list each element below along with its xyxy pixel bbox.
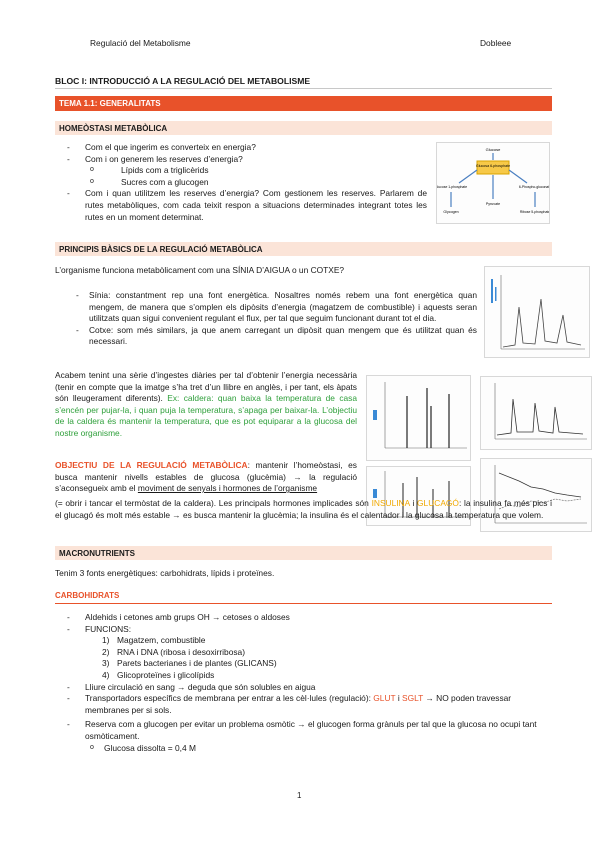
principis-list [68,290,477,348]
section-homeostasi [55,121,552,135]
transporter-sglt: SGLT [402,693,424,704]
macronutrients-text: Tenim 3 fonts energètiques: carbohidrats, lípids i proteïnes. [55,568,275,578]
paragraph-1-example: Ex: caldera: quan baixa la temperatura de casa s’encén per pujar-la, i quan puja la temperatura, s’apaga per baixar-la. L’objectiu de la caldera és mantenir la temperatura, que es pot equiparar a la glucosa del nostre organisme. [55,393,358,438]
section-carbohidrats-title: CARBOHIDRATS [55,591,120,600]
list-numbered-item [59,670,552,682]
bottom-left-node-label: Glycogen [443,210,459,214]
principis-intro: L’organisme funciona metabòlicament com una SÍNIA D’AIGUA o un COTXE? [55,265,345,275]
objectiu-and: i [412,498,415,508]
objectiu-text-a: : mantenir l’homeòstasi, es busca mantenir nivells estables de glucosa (glucèmia) → la regulació s’aconsegueix amb el [55,460,357,494]
metabolism-diagram-svg [437,143,549,223]
list-subitem [59,743,552,755]
number-label: 3) [102,658,110,669]
transport-text-a: Transportadors específics de membrana per entrar a les cèl·lules (regulació): [85,693,371,704]
section-homeostasi-title: HOMEÒSTASI METABÒLICA [59,124,168,133]
list-item: - Com i on generem les reserves d’energia? [59,154,427,166]
objectiu-label: OBJECTIU DE LA REGULACIÓ METABÒLICA [55,460,248,470]
header-author: Dobleee [480,38,512,48]
objectiu-paragraph-top [55,460,357,495]
list-item: - Com el que ingerim es converteix en energia? [59,142,427,154]
list-numbered-item [59,647,552,659]
carbohidrats-list [59,612,552,754]
list-item: - FUNCIONS: [59,624,552,636]
bottom-mid-node-label: Pyruvate [485,202,501,206]
carbohidrats-underline [55,603,552,604]
number-label: 4) [102,669,110,680]
center-node-label: Glucosa 6-phosphate [475,164,511,168]
numbered-text: RNA i DNA (ribosa i desoxirribosa) [117,646,245,657]
list-item: - Aldehids i cetones amb grups OH → cetoses o aldoses [59,612,552,624]
list-numbered-item [59,635,552,647]
hormone-insulina: INSULINA [371,498,410,508]
hormone-glucago: GLUCAGÓ [417,498,459,508]
principis-paragraph-1 [55,370,357,440]
list-subitem [59,165,427,177]
section-principis-title: PRINCIPIS BÀSICS DE LA REGULACIÓ METABÒLICA [59,245,263,254]
number-label: 2) [102,646,110,657]
tema-banner: TEMA 1.1: GENERALITATS [55,96,552,111]
objectiu-underlined: moviment de senyals i hormones de l’organisme [137,483,318,494]
insulin-graph-svg [367,376,470,460]
glucagon-graph [480,376,592,450]
right-node-label: 6-Phospho-gluconate [518,185,549,189]
objectiu-text-c: : la insulina fa més pics i el glucagó és molt més estable → es busca mantenir la glucèmia; la insulina és el calentador i la glucosa la temperatura que volem. [55,498,553,520]
bottom-right-node-label: Ribose 5-phosphate [519,210,549,214]
page-number: 1 [297,791,302,800]
list-subitem-text: Lípids com a triglicèrids [121,165,209,176]
glucose-graph-1-svg [485,267,589,357]
numbered-text: Glicoproteïnes i glicolípids [117,669,215,680]
list-item: - Lliure circulació en sang → deguda que són solubles en aigua [59,682,552,694]
number-label: 1) [102,635,110,646]
bloc-title: BLOC I: INTRODUCCIÓ A LA REGULACIÓ DEL METABOLISME [55,76,311,86]
numbered-text: Parets bacterianes i de plantes (GLICANS) [117,658,277,669]
list-item: - Cotxe: som més similars, ja que anem carregant un dipòsit quan mengem que és utilitzat quan és necessari. [68,325,477,348]
insulin-graph [366,375,471,461]
objectiu-text-b: (= obrir i tancar el termòstat de la caldera). Les principals hormones implicades són [55,498,369,508]
metabolism-diagram [436,142,550,224]
list-item [59,693,552,716]
transport-and: i [397,693,400,704]
section-macronutrients-title: MACRONUTRIENTS [59,549,135,558]
list-subitem-text: Sucres com a glucogen [121,176,209,187]
header-title: Regulació del Metabolisme [90,38,191,48]
glucagon-graph-svg [481,377,591,449]
list-numbered-item [59,658,552,670]
section-macronutrients [55,546,552,560]
paragraph-1-text: Acabem tenint una sèrie d’ingestes diàries per tal d’obtenir l’energia necessària (tenir en compte que la imatge s’ha tret d’un llibre en anglès, i per tant, els àpats són lleugerament diferents). [55,370,357,404]
homeostasi-list [59,142,427,223]
section-principis [55,242,552,256]
list-item: - Com i quan utilitzem les reserves d’energia? Com gestionem les reserves. Parlarem de rutes metabòliques, com cada teixit respon a situacions determinades integrant totes les rutes en un moment determinat. [59,188,427,223]
numbered-text: Magatzem, combustible [117,635,206,646]
transporter-glut: GLUT [373,693,396,704]
list-item: - Sínia: constantment rep una font energètica. Nosaltres només rebem una font energètica quan mengem, de manera que s’omplen els dipòsits d’energia (magatzem de combustible) i aquests seran utilitzats quan sigui convenient regulant el flux, per tal que seguim funcionant durant tot el dia. [68,290,477,325]
list-subitem-text: Glucosa dissolta = 0,4 M [104,742,196,753]
bloc-divider [55,88,552,89]
objectiu-paragraph-bottom [55,498,552,521]
glucose-graph-1 [484,266,590,358]
section-carbohidrats [55,588,552,602]
list-subitem [59,177,427,189]
transport-text-b: → NO poden travessar membranes per si sols. [85,693,512,715]
top-node-label: Glucose [485,147,501,152]
list-item: - Reserva com a glucogen per evitar un problema osmòtic → el glucogen forma grànuls per tal que la glucosa no ocupi tant osmòticament. [59,719,552,742]
left-node-label: Glucose 1-phosphate [437,185,468,189]
